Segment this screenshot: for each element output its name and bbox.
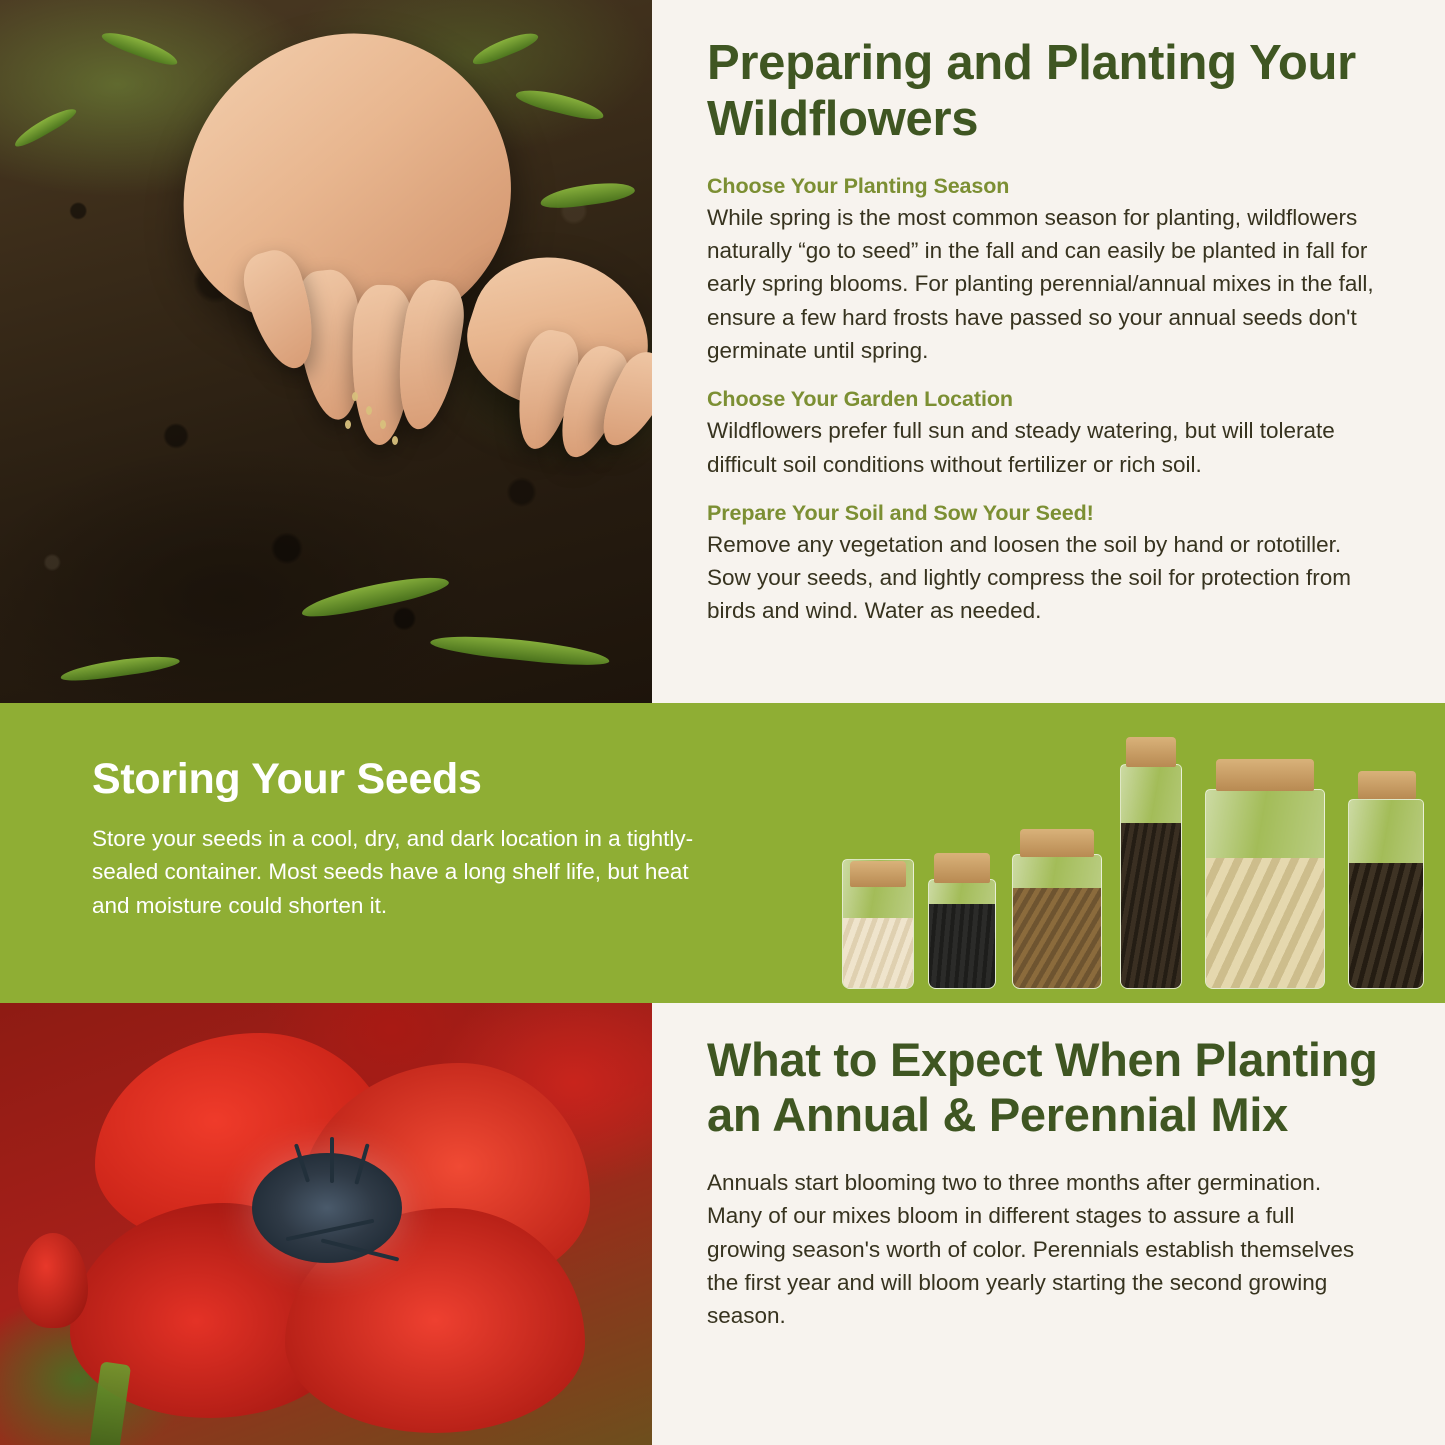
seed-jar (1348, 799, 1424, 989)
seed-icon (380, 420, 386, 429)
seed-fill (1013, 888, 1101, 988)
paragraph-prepare-soil: Remove any vegetation and loosen the soil by hand or rototiller. Sow your seeds, and lightly compress the soil for protection from birds and wind. Water as needed. (707, 531, 1352, 624)
seed-icon (345, 420, 351, 429)
cork-stopper-icon (1216, 759, 1314, 791)
section2-text-column (92, 755, 732, 922)
red-poppy-image (0, 1003, 652, 1445)
seed-icon (352, 392, 358, 401)
cork-stopper-icon (934, 853, 990, 883)
section1-text-column (652, 0, 1445, 703)
cork-stopper-icon (1126, 737, 1176, 767)
subheading-prepare-soil: Prepare Your Soil and Sow Your Seed! (707, 500, 1094, 525)
seed-icon (392, 436, 398, 445)
stamen-icon (330, 1137, 334, 1183)
cork-stopper-icon (850, 861, 906, 887)
section3-text-column (652, 1003, 1445, 1445)
section-storing-your-seeds (0, 703, 1445, 1003)
seed-icon (366, 406, 372, 415)
section-what-to-expect (0, 1003, 1445, 1445)
cork-stopper-icon (1358, 771, 1416, 799)
subheading-planting-season: Choose Your Planting Season (707, 173, 1010, 198)
what-to-expect-title: What to Expect When Planting an Annual & Perennial Mix (707, 1033, 1378, 1141)
seed-jar (1205, 789, 1325, 989)
seed-jars-image (820, 703, 1445, 1003)
seed-fill (1206, 858, 1324, 988)
storing-seeds-paragraph: Store your seeds in a cool, dry, and dark location in a tightly-sealed container. Most seeds have a long shelf life, but heat and moisture could shorten it. (92, 826, 694, 918)
seed-fill (1121, 823, 1181, 988)
subheading-garden-location: Choose Your Garden Location (707, 387, 1013, 412)
what-to-expect-paragraph: Annuals start blooming two to three months after germination. Many of our mixes bloom in different stages to assure a full growing season's worth of color. Perennials establish themselves the first year and will bloom yearly starting the second growing season. (707, 1170, 1355, 1329)
seed-fill (929, 904, 995, 988)
hand-sowing-seeds-image (0, 0, 652, 703)
seed-fill (1349, 863, 1423, 988)
paragraph-garden-location: Wildflowers prefer full sun and steady watering, but will tolerate difficult soil conditions without fertilizer or rich soil. (707, 418, 1335, 477)
paragraph-planting-season: While spring is the most common season for planting, wildflowers naturally “go to seed” in the fall and can easily be planted in fall for early spring blooms. For planting perennial/annual mixes in the fall, ensure a few hard frosts have passed so your annual seeds don't germinate until spring. (707, 204, 1374, 363)
seed-fill (843, 918, 913, 988)
cork-stopper-icon (1020, 829, 1094, 857)
seed-jar (928, 879, 996, 989)
storing-seeds-title: Storing Your Seeds (92, 755, 482, 803)
poppy-center (252, 1153, 402, 1263)
seed-jar (1012, 854, 1102, 989)
seed-jar (1120, 764, 1182, 989)
page-title: Preparing and Planting Your Wildflowers (707, 36, 1356, 146)
section-preparing-and-planting (0, 0, 1445, 703)
